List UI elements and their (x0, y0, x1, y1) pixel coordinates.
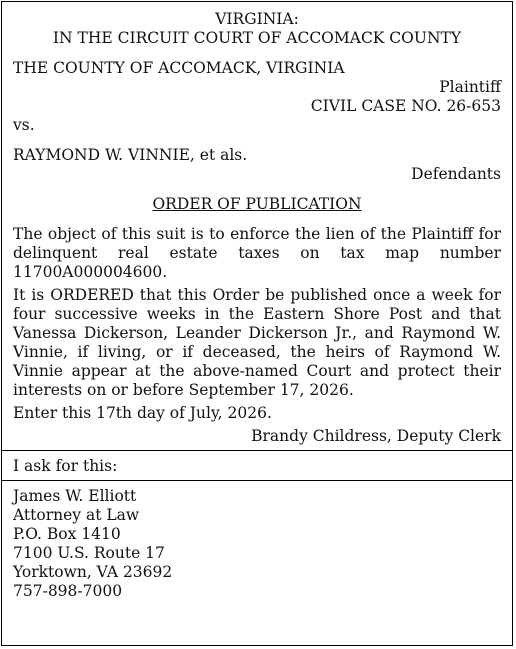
order-paragraph: It is ORDERED that this Order be published once a week for four successive weeks in the Eastern Shore Post and that Vanessa Dickerson, Leander Dickerson Jr., and Raymond W. Vinnie, if living, or if deceased, the heirs of Raymond W. Vinnie appear at the above-named Court and protect their interests on or before September 17, 2026. (13, 286, 501, 399)
clerk-signature: Brandy Childress, Deputy Clerk (251, 427, 501, 445)
court-heading: IN THE CIRCUIT COURT OF ACCOMACK COUNTY (52, 29, 462, 47)
defendant-label: Defendants (411, 165, 501, 183)
divider (2, 450, 512, 451)
suit-object-paragraph: The object of this suit is to enforce the lien of the Plaintiff for delinquent real estate taxes on tax map number 11700A000004600. (13, 225, 501, 281)
plaintiff-name: THE COUNTY OF ACCOMACK, VIRGINIA (13, 59, 345, 77)
legal-notice (1, 1, 513, 646)
divider (2, 480, 512, 481)
attorney-title: Attorney at Law (13, 506, 140, 524)
attorney-phone: 757-898-7000 (13, 582, 123, 600)
attorney-street: 7100 U.S. Route 17 (13, 544, 165, 562)
state-heading: VIRGINIA: (215, 10, 299, 28)
versus-text: vs. (13, 116, 35, 134)
attorney-block (13, 487, 501, 601)
attorney-name: James W. Elliott (13, 487, 137, 505)
attorney-po-box: P.O. Box 1410 (13, 525, 121, 543)
plaintiff-label: Plaintiff (439, 78, 501, 96)
entry-date: Enter this 17th day of July, 2026. (13, 404, 272, 422)
defendant-name: RAYMOND W. VINNIE, et als. (13, 146, 248, 164)
order-title: ORDER OF PUBLICATION (152, 195, 362, 213)
request-label: I ask for this: (13, 457, 118, 475)
case-number: CIVIL CASE NO. 26-653 (310, 97, 501, 115)
attorney-city: Yorktown, VA 23692 (13, 563, 173, 581)
